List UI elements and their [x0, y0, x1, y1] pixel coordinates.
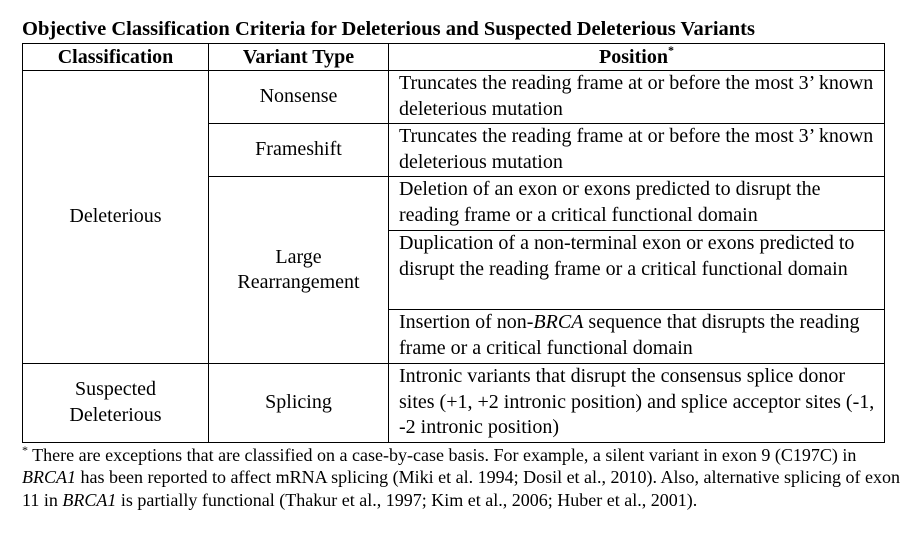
- insertion-gene: BRCA: [533, 311, 584, 333]
- header-position-mark: *: [667, 42, 674, 57]
- footnote-text-1: There are exceptions that are classified on a case-by-case basis. For example, a silent variant in exon 9 (C197C) in: [28, 444, 857, 465]
- footnote-gene-2: BRCA1: [62, 489, 117, 510]
- variant-large-line1: Large: [275, 245, 322, 268]
- table-title: Objective Classification Criteria for Deleterious and Suspected Deleterious Variants: [22, 18, 755, 40]
- variant-frameshift: Frameshift: [209, 124, 389, 177]
- suspected-line2: Deleterious: [69, 403, 162, 426]
- footnote: [22, 444, 902, 512]
- position-insertion: [389, 310, 885, 364]
- document-page: [22, 17, 900, 511]
- header-row: [23, 44, 885, 71]
- position-nonsense: Truncates the reading frame at or before the most 3’ known deleterious mutation: [389, 71, 885, 124]
- table-row: [23, 71, 885, 124]
- variant-splicing: Splicing: [209, 364, 389, 443]
- variant-nonsense: Nonsense: [209, 71, 389, 124]
- footnote-mark: *: [22, 442, 28, 457]
- classification-deleterious: Deleterious: [23, 71, 209, 364]
- footnote-text-3: is partially functional (Thakur et al., 1997; Kim et al., 2006; Huber et al., 2001).: [116, 489, 698, 510]
- insertion-text-post: sequence that disrupts the reading frame or a critical functional domain: [399, 311, 860, 359]
- header-variant-type: Variant Type: [209, 44, 389, 71]
- position-duplication: Duplication of a non-terminal exon or exons predicted to disrupt the reading frame or a critical functional domain: [389, 231, 885, 310]
- classification-suspected-deleterious: [23, 364, 209, 443]
- header-position-label: Position: [599, 45, 668, 68]
- footnote-text-2: has been reported to affect mRNA splicing (Miki et al. 1994; Dosil et al., 2010). Also, alternative splicing of exon 11 in: [22, 467, 900, 510]
- position-frameshift: Truncates the reading frame at or before the most 3’ known deleterious mutation: [389, 124, 885, 177]
- position-splicing: Intronic variants that disrupt the consensus splice donor sites (+1, +2 intronic position) and splice acceptor sites (-1, -2 intronic position): [389, 364, 885, 443]
- header-position: [389, 44, 885, 71]
- classification-table: [22, 43, 885, 443]
- footnote-gene-1: BRCA1: [22, 467, 76, 487]
- suspected-line1: Suspected: [74, 378, 157, 401]
- position-deletion: Deletion of an exon or exons predicted to disrupt the reading frame or a critical functional domain: [389, 177, 885, 231]
- header-classification: Classification: [23, 44, 209, 71]
- variant-large-rearrangement: [209, 177, 389, 364]
- variant-large-line2: Rearrangement: [237, 271, 360, 293]
- table-row: [23, 364, 885, 443]
- insertion-text-pre: Insertion of non-: [399, 311, 534, 333]
